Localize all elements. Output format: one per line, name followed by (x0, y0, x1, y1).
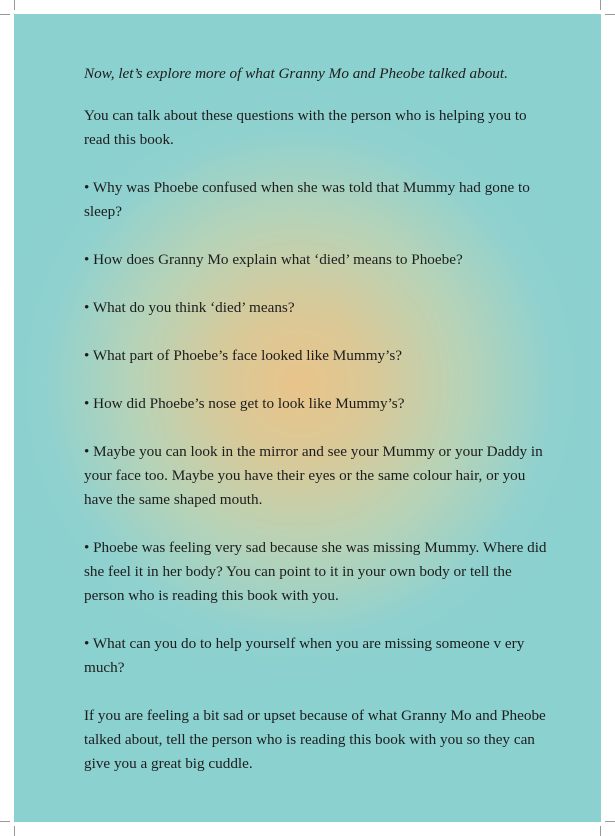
question-item: • What do you think ‘died’ means? (84, 299, 295, 316)
question-item: • How did Phoebe’s nose get to look like Mummy’s? (84, 395, 405, 412)
crop-mark (0, 821, 10, 822)
crop-mark (600, 826, 601, 836)
crop-mark (605, 14, 615, 15)
intro-heading: Now, let’s explore more of what Granny Mo and Pheobe talked about. (84, 65, 508, 82)
crop-mark (0, 14, 10, 15)
question-item: • What can you do to help yourself when you are missing someone v ery much? (84, 635, 525, 676)
question-item: • Maybe you can look in the mirror and see your Mummy or your Daddy in your face too. Maybe you have their eyes or the same colour hair, or you have the same shaped mouth. (84, 443, 543, 508)
crop-mark (605, 821, 615, 822)
lead-paragraph: You can talk about these questions with the person who is helping you to read this book. (84, 107, 527, 148)
question-item: • Phoebe was feeling very sad because she was missing Mummy. Where did she feel it in her body? You can point to it in your own body or tell the person who is reading this book with you. (84, 539, 547, 604)
closing-paragraph: If you are feeling a bit sad or upset because of what Granny Mo and Pheobe talked about, tell the person who is reading this book with you so they can give you a great big cuddle. (84, 707, 546, 772)
crop-mark (14, 0, 15, 10)
page-content (84, 62, 554, 776)
question-item: • Why was Phoebe confused when she was told that Mummy had gone to sleep? (84, 179, 530, 220)
question-item: • How does Granny Mo explain what ‘died’ means to Phoebe? (84, 251, 463, 268)
crop-mark (600, 0, 601, 10)
crop-mark (14, 826, 15, 836)
book-page (14, 14, 601, 822)
question-item: • What part of Phoebe’s face looked like Mummy’s? (84, 347, 402, 364)
